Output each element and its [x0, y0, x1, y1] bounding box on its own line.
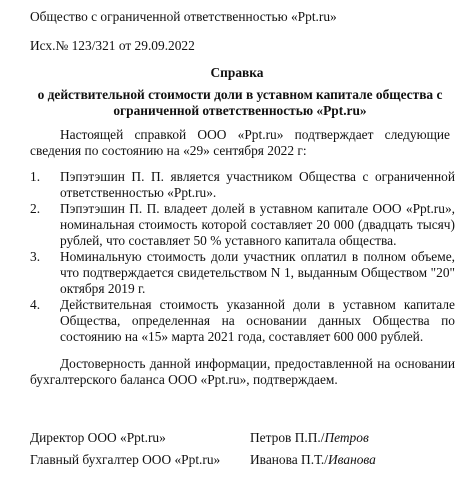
list-item-number: 1.: [30, 169, 41, 184]
accountant-signature: Иванова: [327, 452, 376, 467]
list-item-number: 3.: [30, 249, 41, 264]
accountant-title: Главный бухгалтер ООО «Ppt.ru»: [30, 452, 221, 467]
director-name: Петров П.П./: [250, 430, 325, 445]
list-item-text: Пэпэтэшин П. П. является участником Общества с ограниченной ответственностью «Ppt.ru».: [60, 169, 455, 200]
list-item: [30, 201, 455, 249]
list-item: [30, 169, 455, 201]
director-signature-block: [250, 430, 369, 446]
accountant-signature-block: [250, 452, 376, 468]
closing-paragraph: Достоверность данной информации, предоставленной на основании бухгалтерского баланса ООО «Ppt.ru», подтверждаем.: [30, 356, 455, 387]
list-item-text: Действительная стоимость указанной доли в уставном капитале Общества, определенная на основании данных Общества по состоянию на «15» марта 2021 года, составляет 600 000 рублей.: [60, 297, 455, 344]
facts-list: [30, 169, 455, 345]
list-item-text: Пэпэтэшин П. П. владеет долей в уставном капитале ООО «Ppt.ru», номинальная стоимость которой составляет 20 000 (двадцать тысяч) рублей, что составляет 50 % уставного капитала общества.: [60, 201, 455, 248]
director-signature: Петров: [324, 430, 369, 445]
organization-name: Общество с ограниченной ответственностью «Ppt.ru»: [30, 9, 337, 24]
list-item: [30, 249, 455, 297]
list-item-text: Номинальную стоимость доли участник оплатил в полном объеме, что подтверждается свидетельством N 1, выданным Обществом "20" октября 2019 г.: [60, 249, 455, 296]
list-item: [30, 297, 455, 345]
intro-paragraph: Настоящей справкой ООО «Ppt.ru» подтверждает следующие сведения по состоянию на «29» сентября 2022 г:: [30, 127, 450, 159]
reference-number: Исх.№ 123/321 от 29.09.2022: [30, 38, 195, 53]
document-subtitle: о действительной стоимости доли в уставном капитале общества с ограниченной ответственностью «Ppt.ru»: [37, 87, 443, 119]
accountant-name: Иванова П.Т./: [250, 452, 328, 467]
list-item-number: 2.: [30, 201, 41, 216]
document-title: Справка: [210, 65, 264, 80]
director-title: Директор ООО «Ppt.ru»: [30, 430, 166, 445]
list-item-number: 4.: [30, 297, 41, 312]
